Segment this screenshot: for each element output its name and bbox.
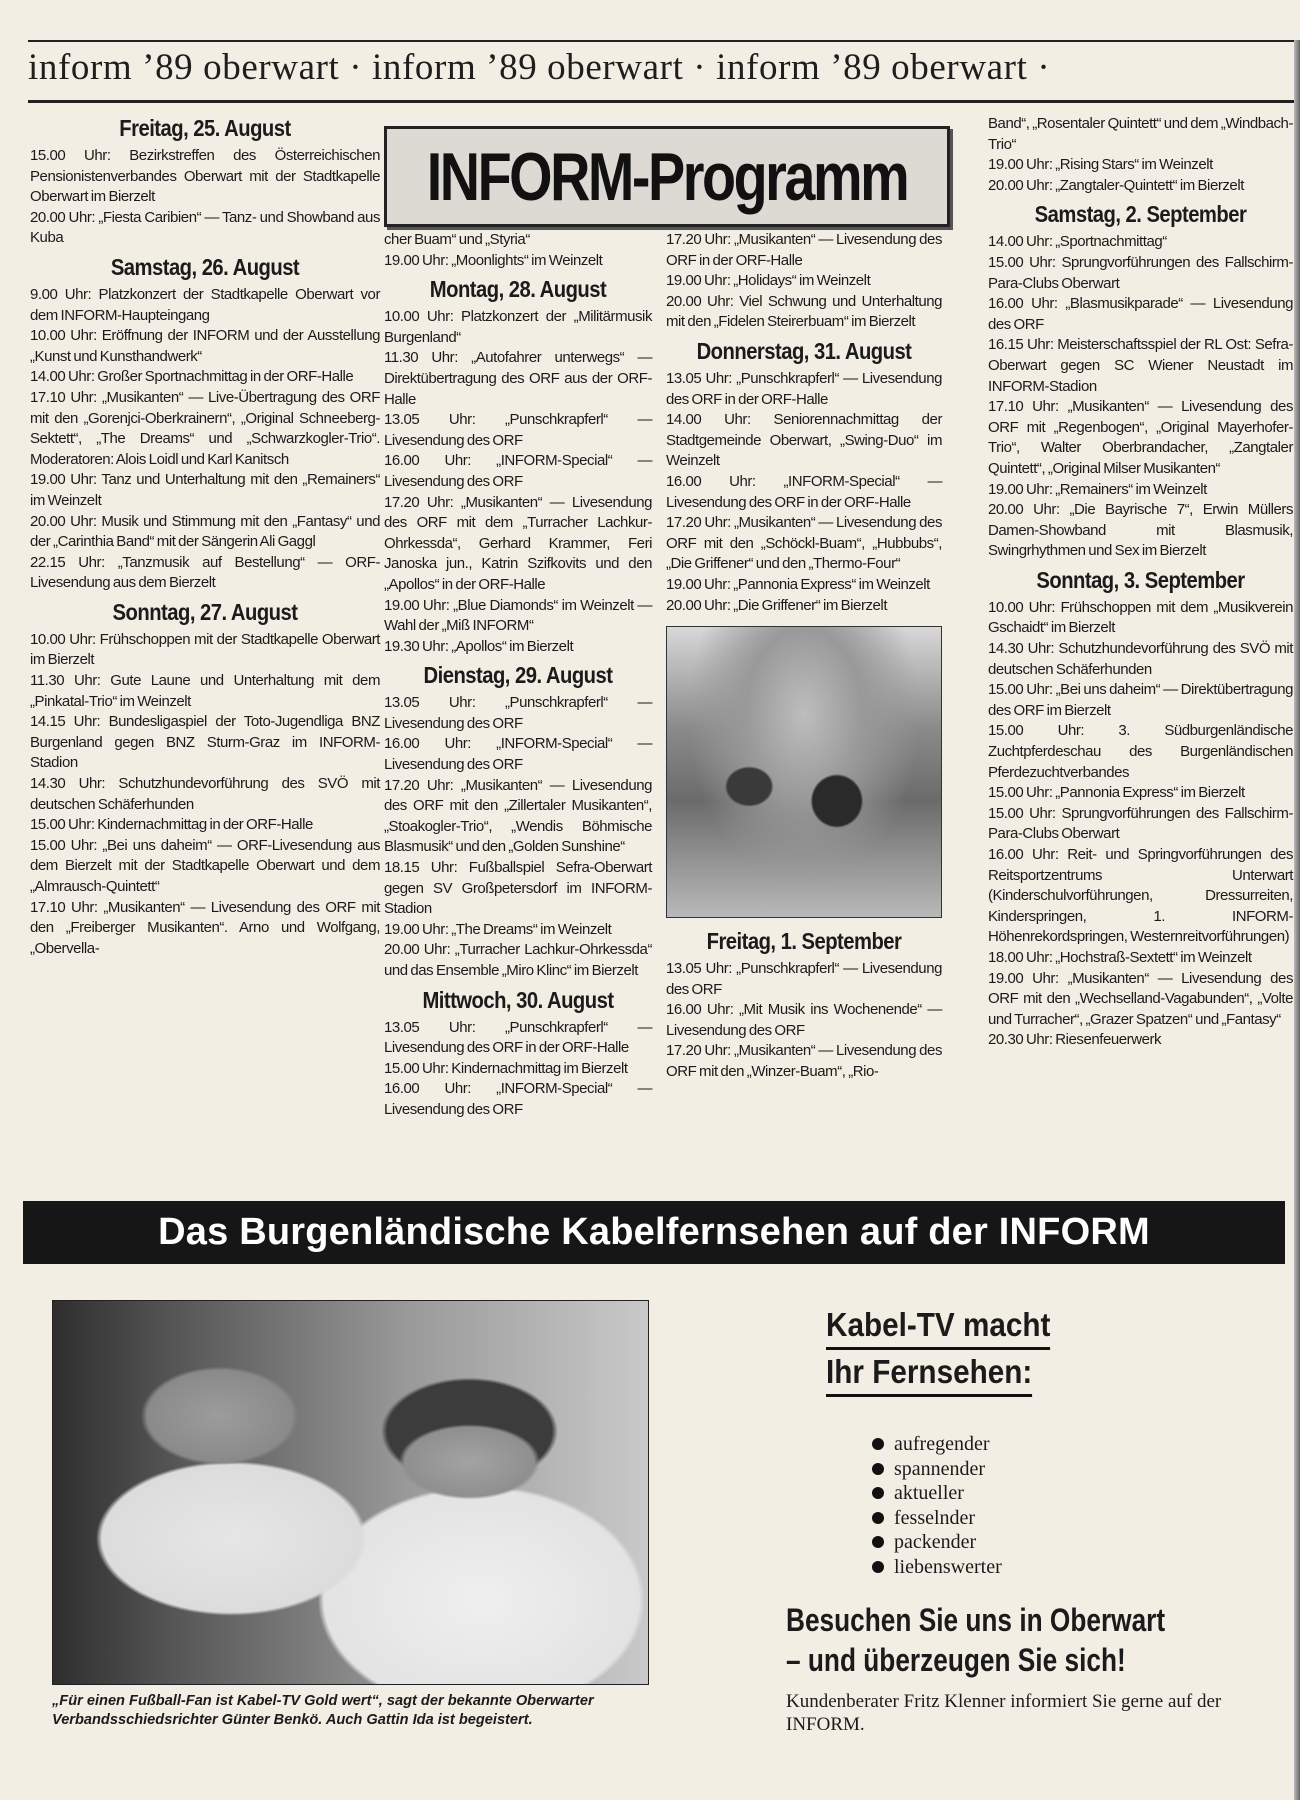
program-entry: 15.00 Uhr: Sprungvorführungen des Fallschirm-Para-Clubs Oberwart — [988, 804, 1293, 843]
program-entry: 17.10 Uhr: „Musikanten“ — Livesendung des ORF mit „Regenbogen“, „Original Mayerhofer-Trio“, Walter Oberbrandacher, „Zangtaler Quintett“, „Original Milser Musikanten“ — [988, 398, 1293, 477]
program-entry: 11.30 Uhr: „Autofahrer unterwegs“ — Direktübertragung des ORF aus der ORF-Halle — [384, 349, 652, 408]
program-entry: 15.00 Uhr: Kindernachmittag im Bierzelt — [384, 1059, 628, 1077]
program-entry: 19.00 Uhr: „Holidays“ im Weinzelt — [666, 272, 871, 290]
program-entry: 14.00 Uhr: Seniorennachmittag der Stadtgemeinde Oberwart, „Swing-Duo“ im Weinzelt — [666, 411, 942, 470]
fair-crowd-photo — [666, 626, 942, 918]
ad-headline-line-2: Ihr Fernsehen: — [826, 1350, 1032, 1397]
day-heading: Donnerstag, 31. August — [696, 337, 912, 364]
bullet-item — [872, 1457, 1002, 1482]
program-entry: 20.00 Uhr: Viel Schwung und Unterhaltung mit den „Fidelen Steirerbuam“ im Bierzelt — [666, 292, 942, 331]
program-entry: 17.20 Uhr: „Musikanten“ — Livesendung des ORF mit den „Zillertaler Musikanten“, „Stoakogler-Trio“, „Wendis Böhmische Blasmusik“ und den „Golden Sunshine“ — [384, 776, 652, 856]
day-heading: Freitag, 1. September — [706, 928, 902, 955]
cta-line-2: – und überzeugen Sie sich! — [786, 1642, 1126, 1678]
program-entry: 13.05 Uhr: „Punschkrapferl“ — Livesendung des ORF — [666, 960, 942, 998]
program-entry: 15.00 Uhr: Kindernachmittag in der ORF-Halle — [30, 816, 313, 834]
program-entry: 14.30 Uhr: Schutzhundevorführung des SVÖ mit deutschen Schäferhunden — [988, 640, 1293, 678]
program-entry: 13.05 Uhr: „Punschkrapferl“ — Livesendung des ORF in der ORF-Halle — [384, 1018, 652, 1057]
program-entry: 16.00 Uhr: „INFORM-Special“ — Livesendung des ORF — [384, 735, 652, 774]
bullet-icon — [872, 1438, 884, 1450]
program-column-3 — [666, 230, 942, 1083]
program-entry: 20.00 Uhr: „Die Griffener“ im Bierzelt — [666, 596, 888, 614]
program-entry: 19.00 Uhr: „Rising Stars“ im Weinzelt — [988, 156, 1213, 174]
ad-headline — [826, 1303, 1050, 1397]
day-heading: Freitag, 25. August — [119, 115, 291, 141]
program-entry: 19.00 Uhr: „The Dreams“ im Weinzelt — [384, 920, 612, 938]
program-entry: 13.05 Uhr: „Punschkrapferl“ — Livesendung des ORF — [384, 411, 652, 449]
program-entry: 11.30 Uhr: Gute Laune und Unterhaltung mit dem „Pinkatal-Trio“ im Weinzelt — [30, 672, 380, 710]
program-entry: 19.00 Uhr: „Moonlights“ im Weinzelt — [384, 251, 603, 269]
program-entry: cher Buam“ und „Styria“ — [384, 231, 530, 248]
ad-contact-note: Kundenberater Fritz Klenner informiert Sie gerne auf der INFORM. — [786, 1691, 1222, 1735]
program-entry: 19.00 Uhr: „Blue Diamonds“ im Weinzelt — Wahl der „Miß INFORM“ — [384, 596, 652, 635]
program-entry: 19.30 Uhr: „Apollos“ im Bierzelt — [384, 637, 574, 655]
program-entry: 15.00 Uhr: „Bei uns daheim“ — ORF-Livesendung aus dem Bierzelt mit der Stadtkapelle Oberwart und dem „Almrausch-Quintett“ — [30, 836, 380, 895]
bullet-icon — [872, 1487, 884, 1499]
program-column-4 — [988, 114, 1293, 1051]
bullet-item — [872, 1555, 1002, 1580]
program-entry: 19.00 Uhr: „Pannonia Express“ im Weinzelt — [666, 575, 930, 593]
bullet-item — [872, 1506, 1002, 1531]
program-entry: 14.00 Uhr: „Sportnachmittag“ — [988, 233, 1167, 251]
program-column-2 — [384, 230, 652, 1121]
day-heading: Sonntag, 3. September — [1036, 566, 1245, 593]
program-entry: 15.00 Uhr: 3. Südburgenländische Zuchtpferdeschau des Burgenländischen Pferdezuchtverbandes — [988, 722, 1293, 781]
program-column-1 — [30, 110, 380, 959]
bullet-icon — [872, 1536, 884, 1548]
program-entry: 16.00 Uhr: „INFORM-Special“ — Livesendung des ORF in der ORF-Halle — [666, 472, 942, 511]
bullet-item — [872, 1530, 1002, 1555]
program-entry: 17.20 Uhr: „Musikanten“ — Livesendung des ORF mit den „Winzer-Buam“, „Rio- — [666, 1042, 942, 1081]
program-entry: 17.10 Uhr: „Musikanten“ — Live-Übertragung des ORF mit den „Gorenjci-Oberkrainern“, „Original Schneeberg-Sektett“, „The Dreams“ und „Schwarzkogler-Trio“. Moderatoren: Alois Loidl und Karl Kanitsch — [30, 388, 380, 468]
program-entry: 20.30 Uhr: Riesenfeuerwerk — [988, 1031, 1162, 1049]
ad-bullet-list — [872, 1432, 1002, 1579]
masthead-rule — [28, 100, 1300, 103]
day-heading: Samstag, 26. August — [110, 253, 300, 280]
cable-tv-banner: Das Burgenländische Kabelfernsehen auf der INFORM — [23, 1201, 1285, 1264]
program-entry: 10.00 Uhr: Frühschoppen mit der Stadtkapelle Oberwart im Bierzelt — [30, 630, 380, 669]
cta-line-1: Besuchen Sie uns in Oberwart — [786, 1602, 1166, 1638]
program-entry: 16.15 Uhr: Meisterschaftsspiel der RL Ost: Sefra-Oberwart gegen SC Wiener Neustadt im INFORM-Stadion — [988, 336, 1293, 395]
program-entry: 10.00 Uhr: Eröffnung der INFORM und der Ausstellung „Kunst und Kunsthandwerk“ — [30, 327, 380, 365]
program-entry: 20.00 Uhr: „Die Bayrische 7“, Erwin Müllers Damen-Showband mit Blasmusik, Swingrhythmen und Sex im Bierzelt — [988, 501, 1293, 560]
program-entry: 13.05 Uhr: „Punschkrapferl“ — Livesendung des ORF in der ORF-Halle — [666, 369, 942, 408]
program-entry: 14.30 Uhr: Schutzhundevorführung des SVÖ mit deutschen Schäferhunden — [30, 775, 380, 813]
program-entry: 18.00 Uhr: „Hochstraß-Sextett“ im Weinzelt — [988, 948, 1252, 966]
day-heading: Samstag, 2. September — [1034, 201, 1247, 228]
program-entry: 13.05 Uhr: „Punschkrapferl“ — Livesendung des ORF — [384, 694, 652, 732]
program-entry: 19.00 Uhr: „Remainers“ im Weinzelt — [988, 480, 1207, 498]
program-entry: 14.15 Uhr: Bundesligaspiel der Toto-Jugendliga BNZ Burgenland gegen BNZ Sturm-Graz im INFORM-Stadion — [30, 713, 380, 772]
program-entry: 20.00 Uhr: „Turracher Lachkur-Ohrkessda“ und das Ensemble „Miro Klinc“ im Bierzelt — [384, 941, 652, 979]
program-entry: 15.00 Uhr: Bezirkstreffen des Österreichischen Pensionistenverbandes Oberwart mit der Stadtkapelle Oberwart im Bierzelt — [30, 147, 380, 206]
day-heading: Sonntag, 27. August — [112, 598, 298, 625]
page-edge — [1294, 40, 1300, 1800]
bullet-icon — [872, 1463, 884, 1475]
program-entry: 16.00 Uhr: Reit- und Springvorführungen des Reitsportzentrums Unterwart (Kinderschulvorführungen, Dressurreiten, Kinderspringen, 1. INFORM-Höhenrekordspringen, Westernreitvorführungen) — [988, 846, 1293, 946]
program-entry: 17.20 Uhr: „Musikanten“ — Livesendung des ORF mit dem „Turracher Lachkur-Ohrkessda“, Gerhard Krammer, Feri Janoska jun., Katrin Szifkovits und den „Apollos“ in der ORF-Halle — [384, 493, 652, 593]
bullet-icon — [872, 1561, 884, 1573]
program-entry: Band“, „Rosentaler Quintett“ und dem „Windbach-Trio“ — [988, 115, 1293, 153]
bullet-text: fesselnder — [894, 1506, 976, 1529]
program-entry: 14.00 Uhr: Großer Sportnachmittag in der ORF-Halle — [30, 368, 354, 386]
cable-tv-advert — [0, 1201, 1300, 1761]
program-entry: 9.00 Uhr: Platzkonzert der Stadtkapelle Oberwart vor dem INFORM-Haupteingang — [30, 285, 380, 324]
program-entry: 10.00 Uhr: Platzkonzert der „Militärmusik Burgenland“ — [384, 308, 652, 346]
bullet-text: liebenswerter — [894, 1555, 1002, 1578]
bullet-item — [872, 1481, 1002, 1506]
bullet-item — [872, 1432, 1002, 1457]
day-heading: Mittwoch, 30. August — [422, 986, 614, 1013]
photo-caption: „Für einen Fußball-Fan ist Kabel-TV Gold wert“, sagt der bekannte Oberwarter Verbandsschiedsrichter Günter Benkö. Auch Gattin Ida ist begeistert. — [52, 1693, 594, 1728]
program-entry: 16.00 Uhr: „INFORM-Special“ — Livesendung des ORF — [384, 452, 652, 490]
couple-photo — [52, 1300, 649, 1685]
day-heading: Dienstag, 29. August — [423, 662, 613, 689]
program-entry: 22.15 Uhr: „Tanzmusik auf Bestellung“ — ORF-Livesendung aus dem Bierzelt — [30, 553, 380, 592]
program-entry: 19.00 Uhr: „Musikanten“ — Livesendung des ORF mit den „Wechselland-Vagabunden“, „Volte und Turracher“, „Grazer Spatzen“ und „Fantasy“ — [988, 969, 1293, 1028]
program-entry: 15.00 Uhr: „Bei uns daheim“ — Direktübertragung des ORF im Bierzelt — [988, 681, 1293, 719]
program-entry: 20.00 Uhr: „Fiesta Caribien“ — Tanz- und Showband aus Kuba — [30, 208, 380, 247]
bullet-text: aktueller — [894, 1482, 964, 1504]
program-entry: 16.00 Uhr: „Blasmusikparade“ — Livesendung des ORF — [988, 295, 1293, 333]
bullet-text: spannender — [894, 1457, 986, 1480]
bullet-icon — [872, 1512, 884, 1524]
program-entry: 20.00 Uhr: Musik und Stimmung mit den „Fantasy“ und der „Carinthia Band“ mit der Sängerin Ali Gaggl — [30, 512, 380, 551]
program-entry: 16.00 Uhr: „INFORM-Special“ — Livesendung des ORF — [384, 1080, 652, 1118]
top-rule — [28, 40, 1300, 42]
bullet-text: aufregender — [894, 1433, 990, 1455]
program-entry: 17.20 Uhr: „Musikanten“ — Livesendung des ORF in der ORF-Halle — [666, 231, 942, 269]
bullet-text: packender — [894, 1531, 977, 1553]
program-title-box — [384, 126, 950, 227]
program-entry: 16.00 Uhr: „Mit Musik ins Wochenende“ — Livesendung des ORF — [666, 1001, 942, 1039]
day-heading: Montag, 28. August — [429, 276, 607, 303]
program-entry: 18.15 Uhr: Fußballspiel Sefra-Oberwart gegen SV Großpetersdorf im INFORM-Stadion — [384, 859, 652, 918]
ad-call-to-action — [786, 1600, 1165, 1680]
program-entry: 17.20 Uhr: „Musikanten“ — Livesendung des ORF mit den „Schöckl-Buam“, „Hubbubs“, „Die Griffener“ und den „Thermo-Four“ — [666, 514, 942, 573]
ad-headline-line-1: Kabel-TV macht — [826, 1303, 1050, 1350]
program-entry: 10.00 Uhr: Frühschoppen mit dem „Musikverein Gschaidt“ im Bierzelt — [988, 598, 1293, 637]
program-entry: 15.00 Uhr: Sprungvorführungen des Fallschirm-Para-Clubs Oberwart — [988, 253, 1293, 292]
masthead: inform ’89 oberwart · inform ’89 oberwart · inform ’89 oberwart · — [28, 47, 1051, 88]
program-entry: 20.00 Uhr: „Zangtaler-Quintett“ im Bierzelt — [988, 176, 1244, 194]
program-entry: 19.00 Uhr: Tanz und Unterhaltung mit den „Remainers“ im Weinzelt — [30, 471, 380, 509]
program-title: INFORM-Programm — [426, 138, 908, 215]
program-entry: 17.10 Uhr: „Musikanten“ — Livesendung des ORF mit den „Freiberger Musikanten“. Arno und Wolfgang, „Obervella- — [30, 898, 380, 957]
program-entry: 15.00 Uhr: „Pannonia Express“ im Bierzelt — [988, 784, 1245, 802]
